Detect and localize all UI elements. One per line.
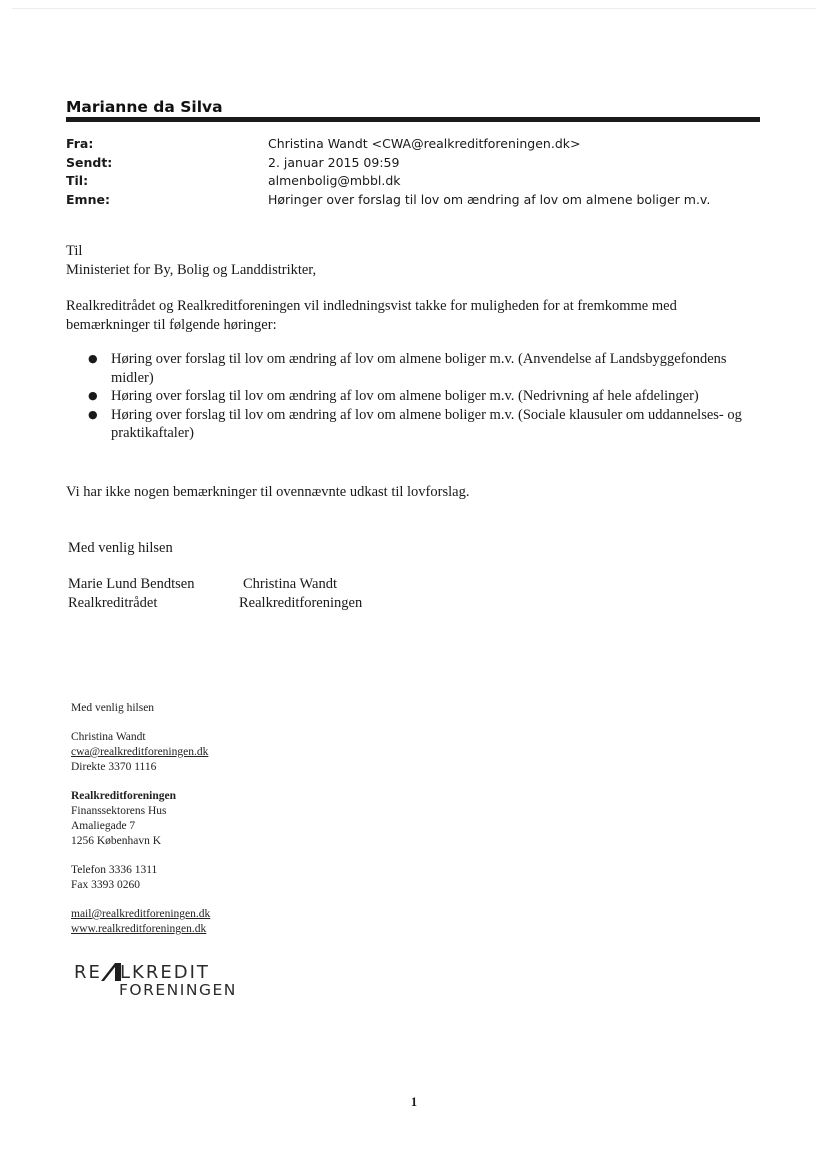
email-signature: [71, 701, 371, 937]
list-item: [88, 406, 756, 443]
signature-closing: Med venlig hilsen: [71, 702, 155, 714]
header-sent-label: Sendt:: [66, 154, 113, 170]
page-number: 1: [410, 1095, 418, 1109]
greeting-line-2: Ministeriet for By, Bolig og Landdistrikter,: [66, 261, 317, 278]
signature-city: 1256 København K: [71, 835, 162, 847]
signature-mail-link[interactable]: mail@realkreditforeningen.dk: [71, 908, 211, 920]
bullet-icon: ●: [88, 389, 98, 402]
signature-org: Realkreditforeningen: [71, 790, 176, 802]
signatory-2: [239, 575, 362, 612]
signature-name: Christina Wandt: [71, 731, 146, 743]
bullet-icon: ●: [88, 407, 98, 421]
closing-line: Med venlig hilsen: [68, 540, 173, 556]
signature-street: Amaliegade 7: [71, 820, 136, 832]
signatory-2-name: Christina Wandt: [243, 576, 338, 592]
header-rule: [66, 117, 760, 122]
signature-web-link[interactable]: www.realkreditforeningen.dk: [71, 923, 207, 935]
header-from-value: Christina Wandt <CWA@realkreditforeningen.dk>: [268, 136, 581, 151]
logo-line-1-suffix: LKREDIT: [120, 962, 210, 983]
greeting-line-1: Til: [66, 243, 83, 259]
header-sent-value: 2. januar 2015 09:59: [268, 154, 400, 170]
list-item-text: Høring over forslag til lov om ændring af lov om almene boliger m.v. (Nedrivning af hele afdelinger): [111, 388, 699, 404]
signatory-1-name: Marie Lund Bendtsen: [68, 576, 195, 592]
logo-line-1-prefix: RE: [74, 962, 102, 983]
signature-fax: Fax 3393 0260: [71, 879, 140, 891]
logo-line-2: FORENINGEN: [119, 981, 237, 999]
header-subject-label: Emne:: [66, 191, 110, 207]
header-to-label: Til:: [66, 173, 89, 188]
signatory-2-org: Realkreditforeningen: [239, 594, 363, 611]
list-item: [88, 350, 756, 387]
list-item-text: Høring over forslag til lov om ændring af lov om almene boliger m.v. (Anvendelse af Landsbyggefondens midler): [111, 351, 727, 386]
bullet-icon: ●: [88, 352, 98, 365]
header-subject-row: [66, 191, 760, 210]
header-subject-value: Høringer over forslag til lov om ændring af lov om almene boliger m.v.: [268, 191, 711, 207]
letter-body: [66, 242, 756, 443]
sender-name: Marianne da Silva: [66, 98, 223, 116]
signatory-1-org: Realkreditrådet: [68, 594, 158, 611]
signature-direct-phone: Direkte 3370 1116: [71, 761, 157, 773]
intro-paragraph: Realkreditrådet og Realkreditforeningen vil indledningsvist takke for muligheden for at fremkomme med bemærkninger til følgende høringer:: [66, 298, 677, 333]
email-headers: [66, 135, 760, 209]
signature-building: Finanssektorens Hus: [71, 805, 167, 817]
hearing-list: [66, 350, 756, 443]
header-to-value: almenbolig@mbbl.dk: [268, 173, 401, 188]
remark-paragraph: Vi har ikke nogen bemærkninger til ovennævnte udkast til lovforslag.: [66, 484, 470, 500]
signature-email-link[interactable]: cwa@realkreditforeningen.dk: [71, 746, 209, 758]
header-from-row: [66, 135, 760, 154]
realkredit-logo: [74, 962, 244, 1002]
logo-a-mark-icon: [101, 963, 121, 981]
signature-phone: Telefon 3336 1311: [71, 864, 158, 876]
list-item: [88, 387, 756, 406]
top-edge-line: [12, 8, 816, 9]
list-item-text: Høring over forslag til lov om ændring af lov om almene boliger m.v. (Sociale klausuler om uddannelses- og praktikaftaler): [111, 406, 742, 441]
header-sent-row: [66, 154, 760, 173]
header-to-row: [66, 172, 760, 191]
signatory-1: [68, 575, 194, 612]
header-from-label: Fra:: [66, 136, 94, 151]
